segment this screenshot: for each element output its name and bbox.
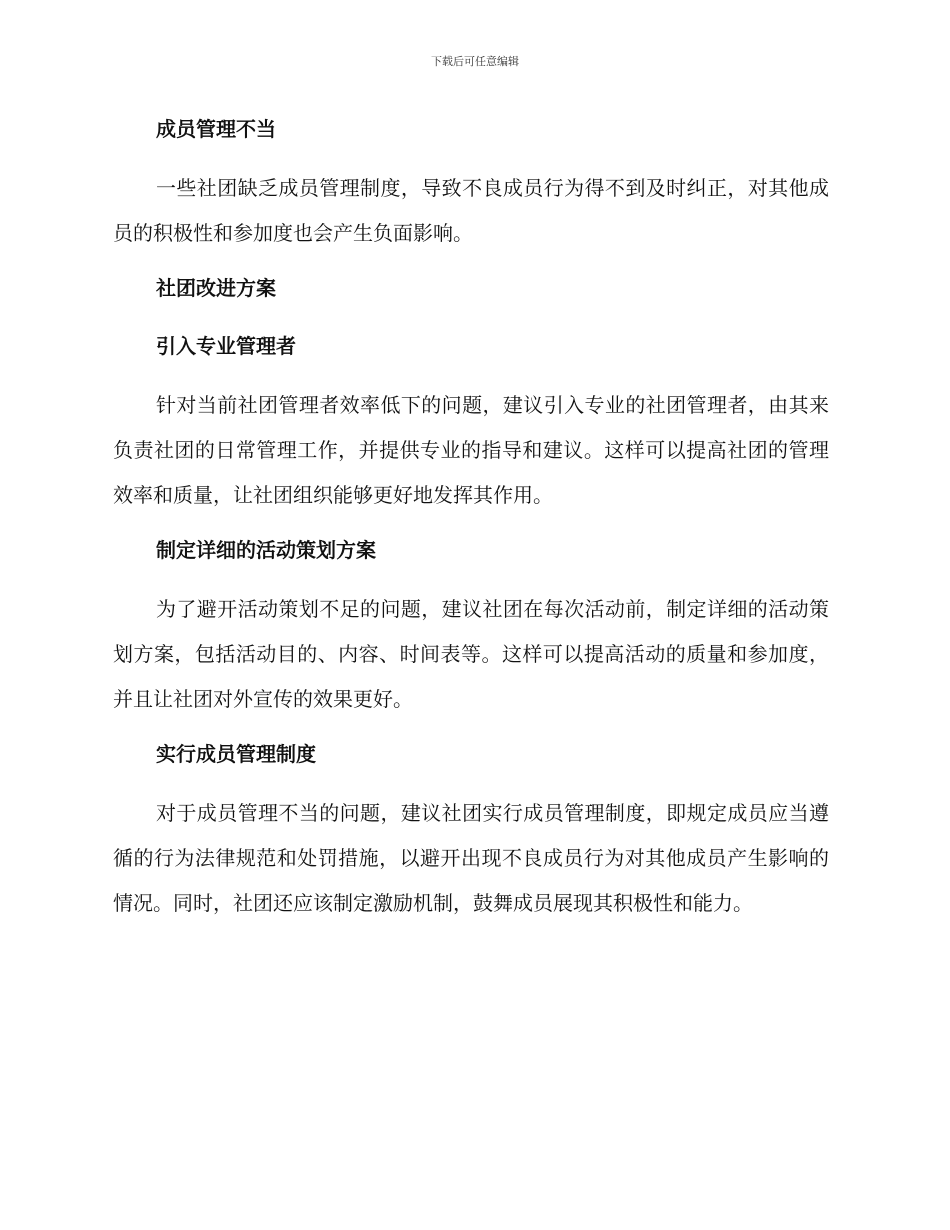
section-heading-improvement-plan: 社团改进方案 xyxy=(156,276,276,300)
page-header: 下载后可任意编辑 xyxy=(431,55,519,68)
section-heading-activity-planning: 制定详细的活动策划方案 xyxy=(156,538,376,562)
paragraph-member-management: 一些社团缺乏成员管理制度，导致不良成员行为得不到及时纠正，对其他成员的积极性和参加度也会产生负面影响。 xyxy=(113,176,829,245)
paragraph-activity-planning: 为了避开活动策划不足的问题，建议社团在每次活动前，制定详细的活动策划方案，包括活动目的、内容、时间表等。这样可以提高活动的质量和参加度，并且让社团对外宣传的效果更好。 xyxy=(113,597,829,711)
paragraph-professional-manager: 针对当前社团管理者效率低下的问题，建议引入专业的社团管理者，由其来负责社团的日常管理工作，并提供专业的指导和建议。这样可以提高社团的管理效率和质量，让社团组织能够更好地发挥其作用。 xyxy=(113,393,829,507)
section-heading-member-management: 成员管理不当 xyxy=(156,117,276,141)
paragraph-member-system: 对于成员管理不当的问题，建议社团实行成员管理制度，即规定成员应当遵循的行为法律规范和处罚措施，以避开出现不良成员行为对其他成员产生影响的情况。同时，社团还应该制定激励机制，鼓舞成员展现其积极性和能力。 xyxy=(113,801,829,915)
section-heading-professional-manager: 引入专业管理者 xyxy=(156,334,296,358)
document-body xyxy=(113,110,829,926)
section-heading-member-system: 实行成员管理制度 xyxy=(156,742,316,766)
